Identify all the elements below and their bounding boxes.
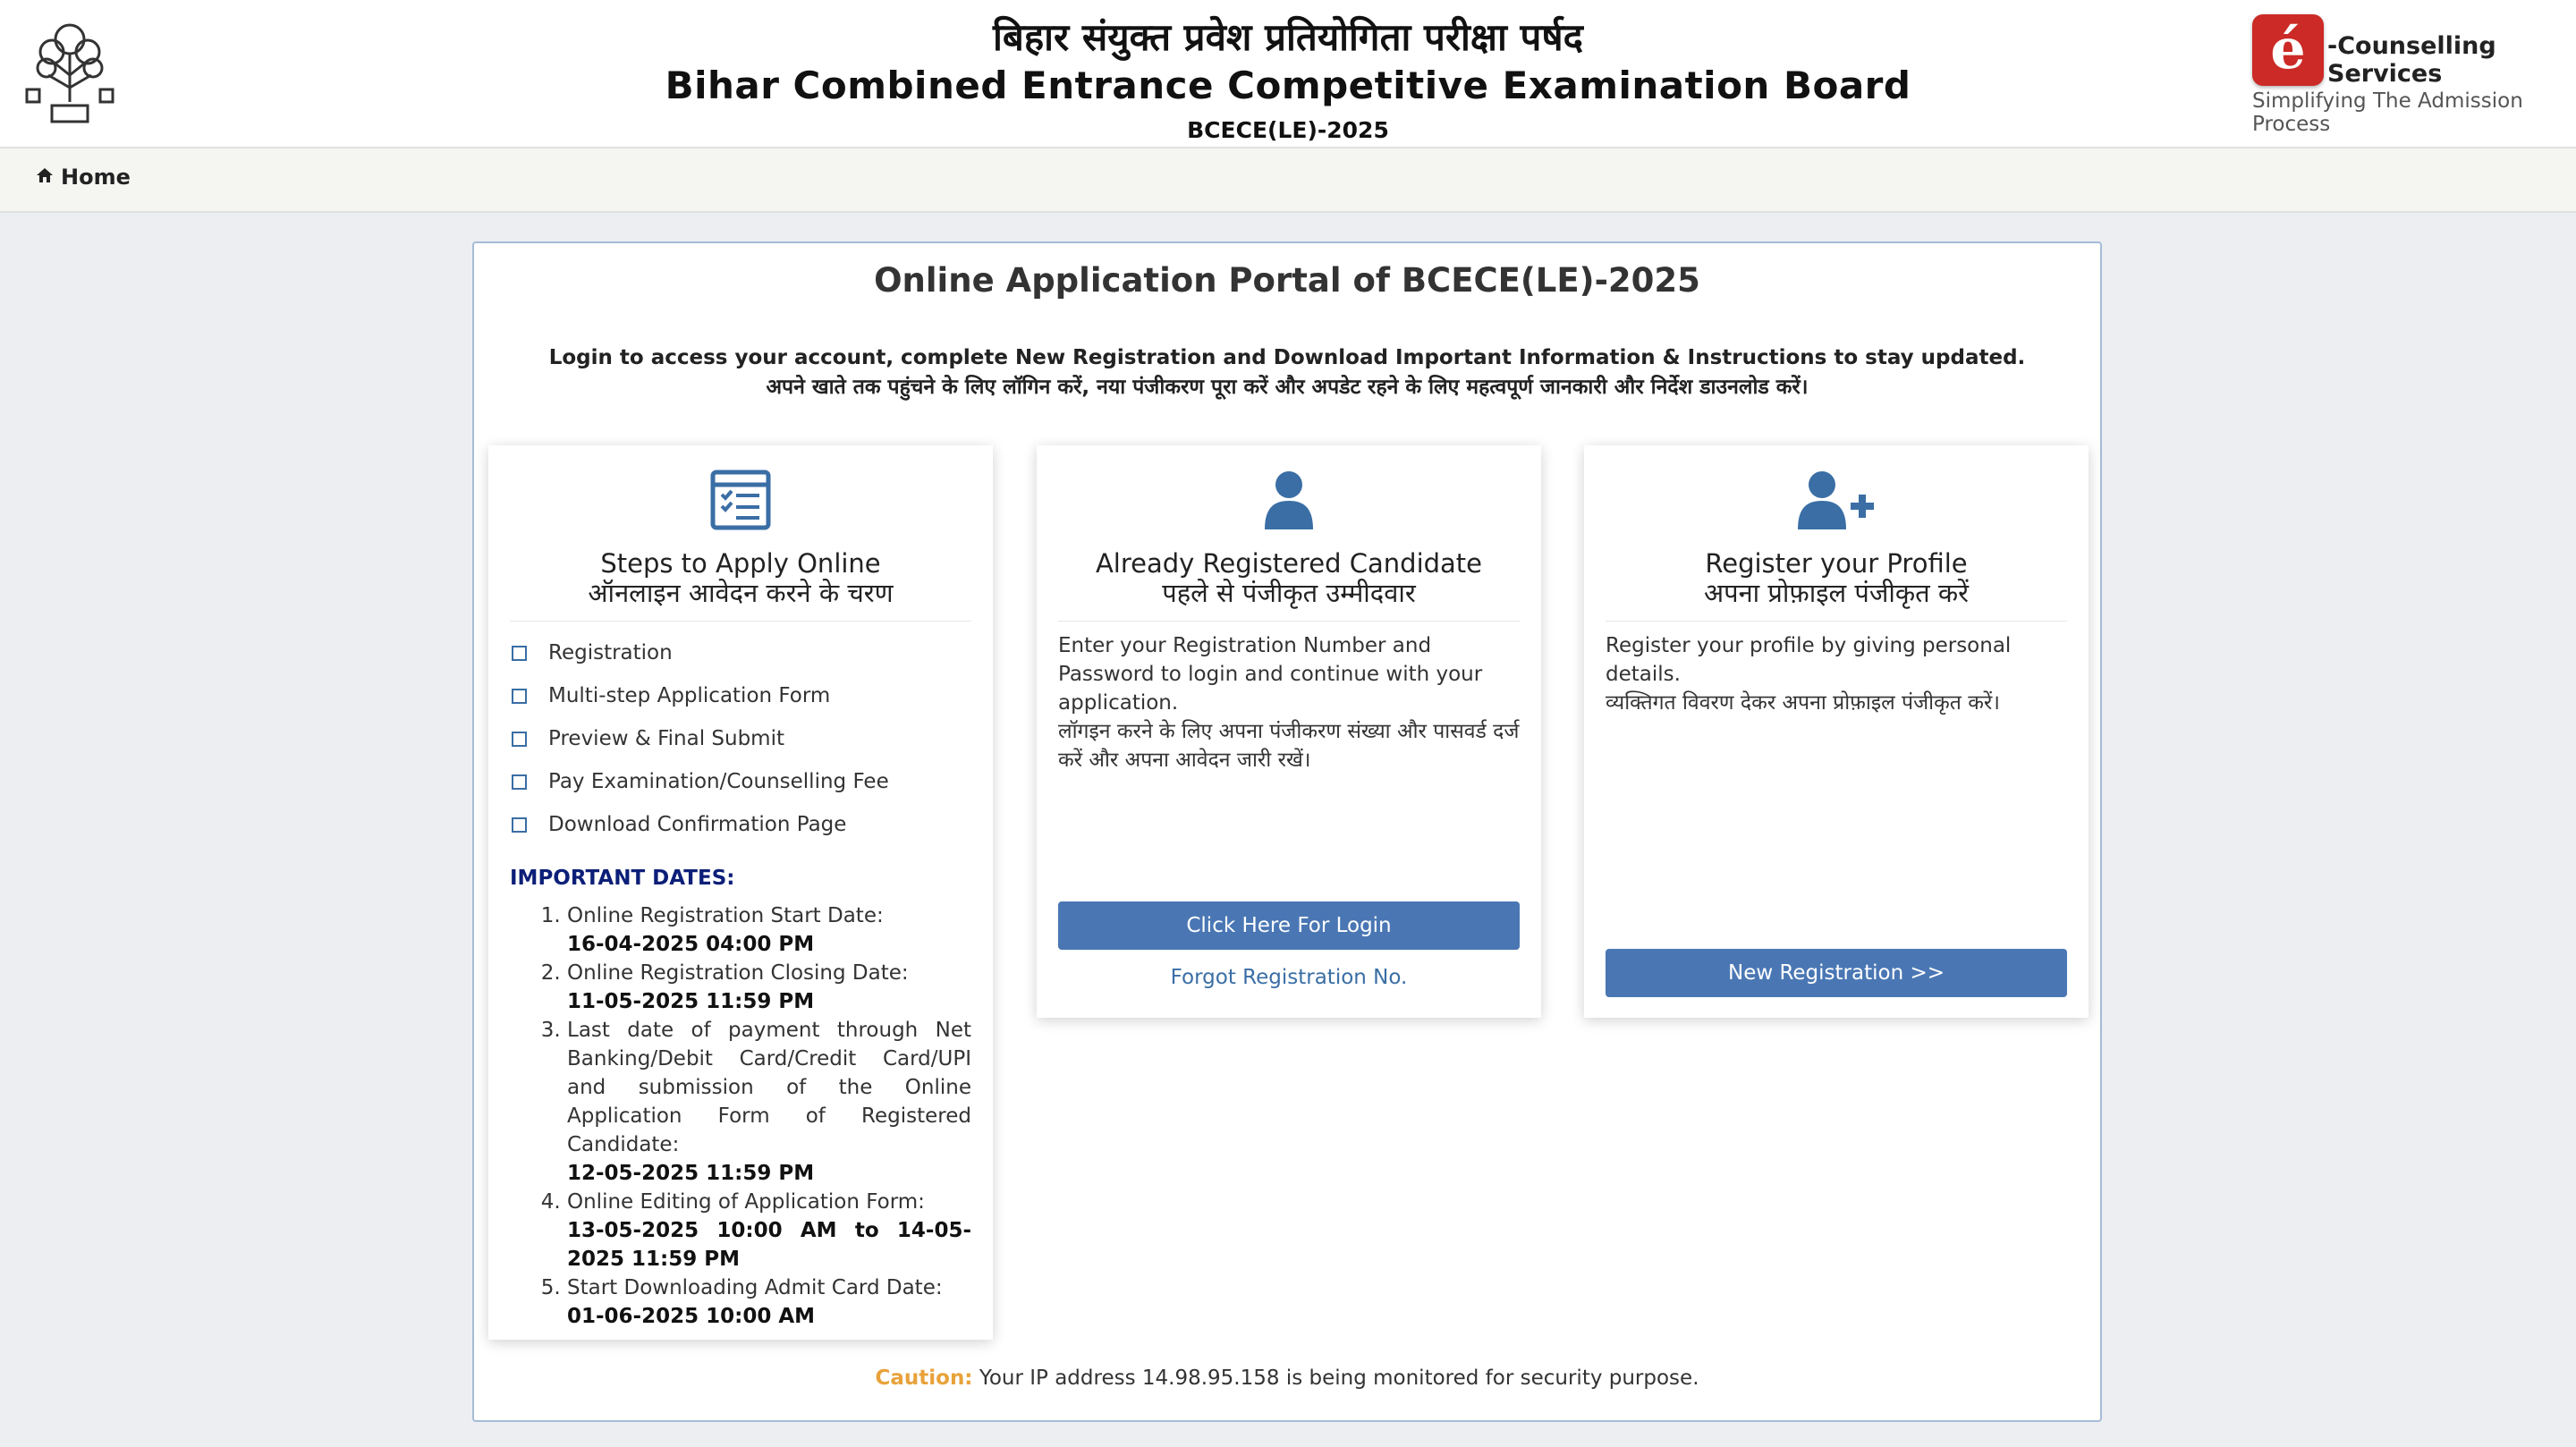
list-item: Pay Examination/Counselling Fee xyxy=(510,760,971,803)
list-item: 1. Online Registration Start Date: 16-04-2025 04:00 PM xyxy=(567,901,971,959)
list-item: 5. Start Downloading Admit Card Date: 01-06-2025 10:00 AM xyxy=(567,1274,971,1331)
important-dates-list xyxy=(510,901,971,1331)
caution-text: Your IP address 14.98.95.158 is being monitored for security purpose. xyxy=(979,1367,1699,1390)
list-item: Download Confirmation Page xyxy=(510,803,971,846)
page-title: Online Application Portal of BCECE(LE)-2025 xyxy=(874,261,1700,300)
new-registration-button[interactable]: New Registration >> xyxy=(1606,949,2067,997)
steps-list xyxy=(510,631,971,846)
register-desc-english: Register your profile by giving personal details. xyxy=(1606,634,2012,686)
list-item: 4. Online Editing of Application Form: 13-05-2025 10:00 AM to 14-05-2025 11:59 PM xyxy=(567,1188,971,1274)
logo-badge: é xyxy=(2252,14,2324,86)
nav-home-link[interactable] xyxy=(36,165,131,190)
login-card-title xyxy=(1058,549,1520,622)
square-bullet-icon xyxy=(512,689,527,704)
list-item: 2. Online Registration Closing Date: 11-05-2025 11:59 PM xyxy=(567,959,971,1016)
application-portal-panel xyxy=(472,241,2102,1422)
register-card-title xyxy=(1606,549,2067,622)
user-icon xyxy=(1037,469,1541,535)
login-card-body xyxy=(1058,631,1520,774)
list-item: Multi-step Application Form xyxy=(510,674,971,717)
register-title-english: Register your Profile xyxy=(1705,548,1968,579)
square-bullet-icon xyxy=(512,774,527,790)
top-nav xyxy=(0,148,2576,213)
register-card xyxy=(1584,445,2089,1018)
exam-code: BCECE(LE)-2025 xyxy=(1187,117,1389,143)
site-header xyxy=(0,0,2576,148)
important-dates-heading: IMPORTANT DATES: xyxy=(510,867,735,890)
login-button[interactable]: Click Here For Login xyxy=(1058,901,1520,950)
login-title-hindi: पहले से पंजीकृत उम्मीदवार xyxy=(1162,578,1416,608)
steps-card-title xyxy=(510,549,971,622)
login-title-english: Already Registered Candidate xyxy=(1095,548,1483,579)
list-item: Preview & Final Submit xyxy=(510,717,971,760)
register-title-hindi: अपना प्रोफ़ाइल पंजीकृत करें xyxy=(1703,578,1970,608)
logo-text: -Counselling Services xyxy=(2327,32,2496,88)
subtitle-english: Login to access your account, complete New Registration and Download Important Information & Instructions to stay updated. xyxy=(548,346,2026,369)
subtitle-hindi: अपने खाते तक पहुंचने के लिए लॉगिन करें, नया पंजीकरण पूरा करें और अपडेट रहने के लिए महत्वपूर्ण जानकारी और निर्देश डाउनलोड करें। xyxy=(766,376,1809,399)
steps-card-body xyxy=(510,631,971,1331)
square-bullet-icon xyxy=(512,732,527,747)
square-bullet-icon xyxy=(512,817,527,833)
nav-home-label: Home xyxy=(61,165,131,190)
page-subtitle xyxy=(474,343,2100,402)
forgot-registration-link[interactable]: Forgot Registration No. xyxy=(1170,966,1408,989)
list-item: Registration xyxy=(510,631,971,674)
ip-caution-notice xyxy=(474,1367,2100,1390)
list-item: 3. Last date of payment through Net Banking/Debit Card/Credit Card/UPI and submission of the Online Application Form of Registered Candidate: 12-05-2025 11:59 PM xyxy=(567,1016,971,1188)
login-desc-hindi: लॉगइन करने के लिए अपना पंजीकरण संख्या और पासवर्ड दर्ज करें और अपना आवेदन जारी रखें। xyxy=(1058,720,1520,772)
header-titles xyxy=(0,13,2576,148)
login-card xyxy=(1037,445,1541,1018)
home-icon xyxy=(36,165,54,190)
caution-label: Caution: xyxy=(875,1367,973,1390)
steps-card xyxy=(488,445,993,1340)
login-desc-english: Enter your Registration Number and Password to login and continue with your application. xyxy=(1058,634,1483,715)
title-hindi: बिहार संयुक्त प्रवेश प्रतियोगिता परीक्षा पर्षद xyxy=(993,15,1583,59)
steps-title-hindi: ऑनलाइन आवेदन करने के चरण xyxy=(588,578,894,608)
checklist-icon xyxy=(488,469,993,535)
e-counselling-logo xyxy=(2233,13,2555,136)
user-plus-icon xyxy=(1584,469,2089,535)
register-card-body xyxy=(1606,631,2067,717)
steps-title-english: Steps to Apply Online xyxy=(600,548,881,579)
register-desc-hindi: व्यक्तिगत विवरण देकर अपना प्रोफ़ाइल पंजीकृत करें। xyxy=(1606,691,2001,715)
logo-tagline: Simplifying The Admission Process xyxy=(2252,89,2523,136)
title-english: Bihar Combined Entrance Competitive Examination Board xyxy=(665,63,1911,107)
square-bullet-icon xyxy=(512,646,527,661)
